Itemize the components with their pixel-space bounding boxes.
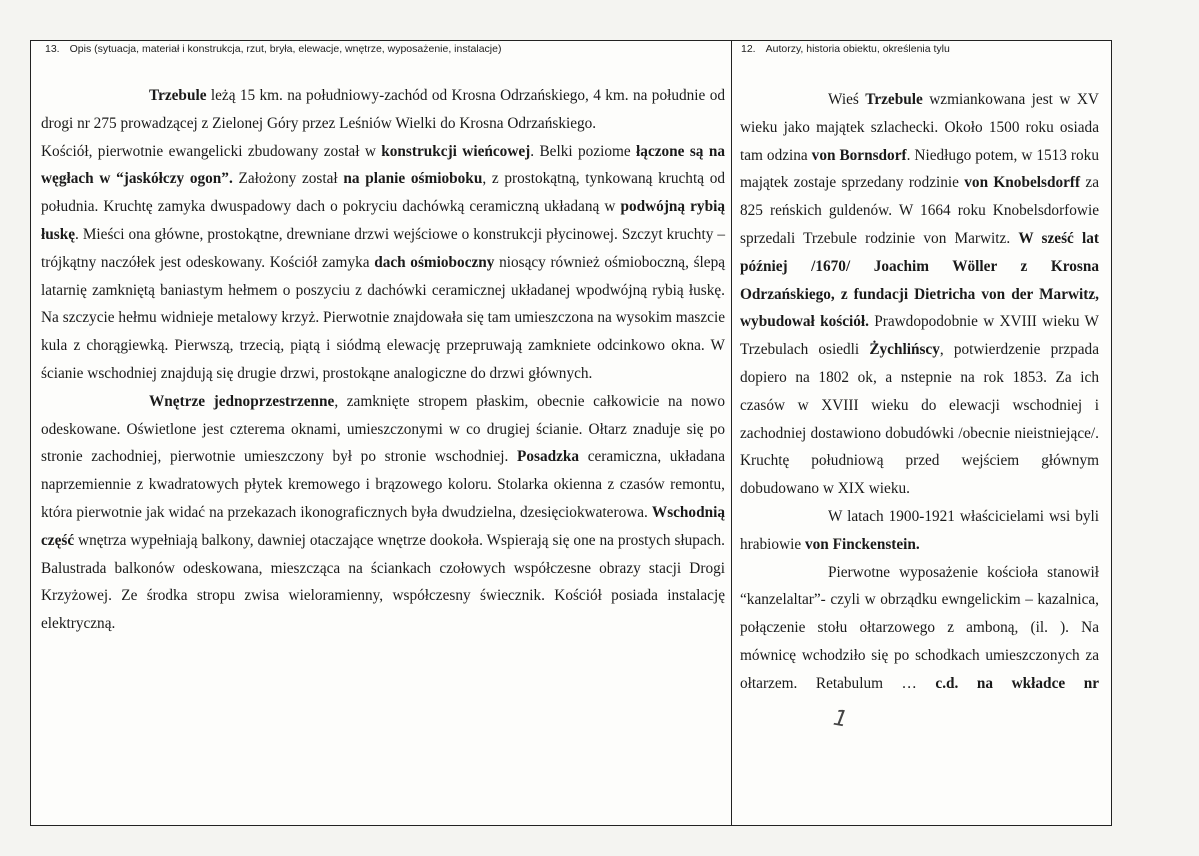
history-field-header (741, 43, 950, 55)
owners-paragraph: W latach 1900-1921 właścicielami wsi byli hrabiowie von Finckenstein. (740, 507, 1099, 553)
field-number: 12. (741, 43, 756, 55)
field-title: Autorzy, historia obiektu, określenia tylu (765, 43, 950, 55)
form-sheet (30, 40, 1112, 826)
field-number: 13. (45, 43, 60, 55)
handwritten-number: 1 (831, 705, 850, 733)
furnishings-paragraph: Pierwotne wyposażenie kościoła stanowił “kanzelaltar”- czyli w obrządku ewngelickim – kazalnica, połączenie stołu ołtarzowego z amboną, (il. ). Na mównicę wchodziło się po schodkach umieszczonych za ołtarzem. Retabulum … c.d. na wkładce nr1 (740, 563, 1099, 733)
location-paragraph: Trzebule leżą 15 km. na południowy-zachód od Krosna Odrzańskiego, 4 km. na południe od drogi nr 275 prowadzącej z Zielonej Góry przez Leśniów Wielki do Krosna Odrzańskiego. (41, 87, 725, 132)
history-paragraph: Wieś Trzebule wzmiankowana jest w XV wieku jako majątek szlachecki. Około 1500 roku osiada tam odzina von Bornsdorf. Niedługo potem, w 1513 roku majątek zostaje sprzedany rodzinie von Knobelsdorff za 825 reńskich guldenów. W 1664 roku Knobelsdorfowie sprzedali Trzebule rodzinie von Marwitz. W sześć lat później /1670/ Joachim Wöller z Krosna Odrzańskiego, z fundacji Dietricha von der Marwitz, wybudował kościół. Prawdopodobnie w XVIII wieku W Trzebulach osiedli Żychlińscy, potwierdzenie przpada dopiero na 1802 ok, a nstepnie na rok 1853. Za ich czasów w XVIII wieku do elewacji wschodniej i zachodniej dostawiono dobudówki /obecnie nieistniejące/. Kruchtę południową przed wejściem głównym dobudowano w XIX wieku. (740, 91, 1100, 498)
history-text (740, 86, 1100, 733)
interior-paragraph: Wnętrze jednoprzestrzenne, zamknięte stropem płaskim, obecnie całkowicie na nowo odeskowane. Oświetlone jest czterema oknami, umieszczonymi w co drugiej ścianie. Ołtarz znaduje się po stronie zachodniej, pierwotnie umieszczony był po stronie wschodniej. Posadzka ceramiczna, układana naprzemiennie z kwadratowych płytek kremowego i brązowego koloru. Stolarka okienna z czasów remontu, która pierwotnie jak widać na przekazach ikonograficznych była dwudzielna, dzesięciokwaterowa. Wschodnią część wnętrza wypełniają balkony, dawniej otaczające wnętrze dookoła. Wspierają się one na prostych słupach. Balustrada balkonów odeskowana, mieszcząca na ściankach czołowych współczesne obrazy stacji Drogi Krzyżowej. Ze środka stropu zwisa wieloramienny, współczesny świecznik. Kościół posiada instalację elektryczną. (41, 392, 725, 633)
column-divider (731, 41, 732, 825)
description-text (41, 82, 725, 638)
description-field-header (45, 43, 501, 55)
field-title: Opis (sytuacja, materiał i konstrukcja, rzut, bryła, elewacje, wnętrze, wyposażenie, instalacje) (69, 43, 502, 55)
exterior-paragraph: Kościół, pierwotnie ewangelicki zbudowany został w konstrukcji wieńcowej. Belki poziome łączone są na węgłach w “jaskółczy ogon”. Założony został na planie ośmioboku, z prostokątną, tynkowaną kruchtą od południa. Kruchtę zamyka dwuspadowy dach o pokryciu dachówką ceramiczną układaną w podwójną rybią łuskę. Mieści ona główne, prostokątne, drewniane drzwi wejściowe o konstrukcji płycinowej. Szczyt kruchty – trójkątny naczółek jest odeskowany. Kościół zamyka dach ośmioboczny niosący również ośmioboczną, ślepą latarnię zamkniętą baniastym hełmem o poszyciu z dachówki ceramicznej układanej wpodwójną rybią łuskę. Na szczycie hełmu widnieje metalowy krzyż. Pierwotnie znajdowała się tam umieszczona na wysokim maszcie kula z chorągiewką. Pierwszą, trzecią, piątą i siódmą elewację przepruwają zamkniete odcinkowo okna. W ścianie wschodniej znajdują się drugie drzwi, prostokąne analogiczne do drzwi głównych. (41, 142, 726, 382)
